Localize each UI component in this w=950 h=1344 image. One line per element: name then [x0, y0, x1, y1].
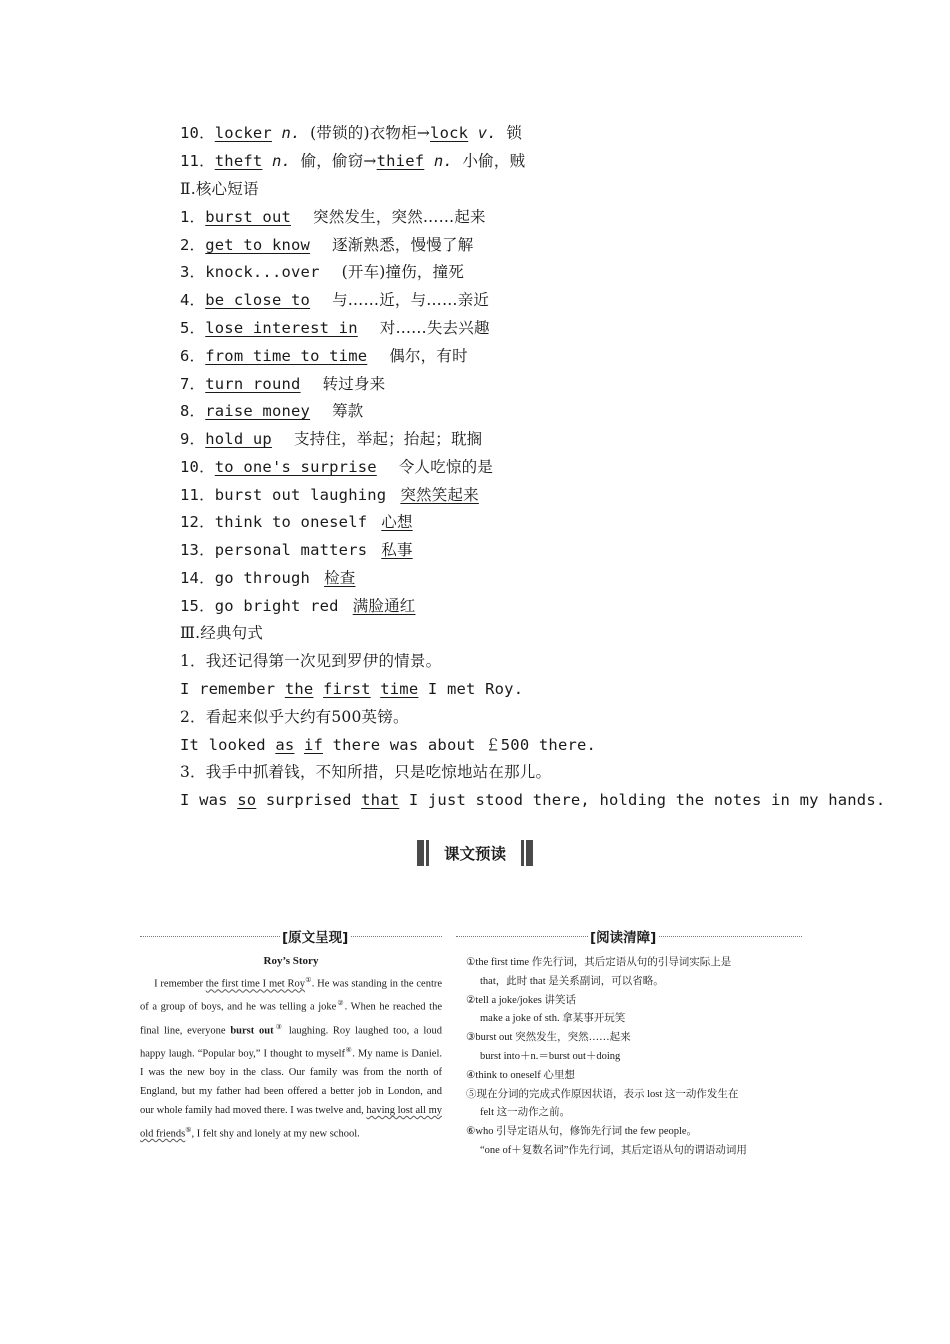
note-line: burst into＋n.＝burst out＋doing: [480, 1050, 621, 1062]
phrase-item: [180, 342, 468, 370]
sentence-2-english: It looked as if there was about ￡500 there.: [180, 736, 597, 754]
column-header-label: [原文呈现]: [280, 926, 350, 946]
item-number: 11．: [180, 152, 215, 170]
vocab-meaning: 偷，偷窃→: [300, 152, 377, 170]
phrase-item: [180, 370, 385, 398]
item-number: 10．: [180, 458, 215, 476]
sentence-2-chinese: 2．看起来似乎大约有500英镑。: [180, 708, 409, 726]
phrase-text: to one's surprise: [214, 458, 377, 476]
vocab-word: locker: [214, 124, 272, 142]
phrase-meaning: 与……近，与……亲近: [332, 291, 490, 309]
phrase-meaning: 满脸通红: [352, 597, 416, 615]
phrase-text: from time to time: [205, 347, 368, 365]
phrase-meaning: (开车)撞伤，撞死: [341, 263, 465, 281]
note-line: ①the first time 作先行词，其后定语从句的引导词实际上是: [466, 957, 732, 968]
phrase-text: be close to: [205, 291, 311, 309]
story-paragraph: I remember the first time I met Roy①. He was standing in the centre of a group of boys, and he was telling a joke②. When he reached the final line, everyone burst out③ laughing. Roy laughed too, a loud happy laugh. “Popular boy,” I thought to myself④. My name is Daniel. I was the new boy in the class. Our family was from the north of England, but my father had been offered a better job in London, and our whole family had moved there. I was twelve and, having lost all my old friends⑤, I felt shy and lonely at my new school.: [140, 976, 443, 1140]
item-number: 15．: [180, 597, 215, 615]
item-number: 8．: [180, 402, 206, 420]
phrase-text: go bright red: [214, 597, 339, 615]
phrase-meaning: 突然笑起来: [400, 486, 479, 504]
phrase-item: [180, 564, 356, 592]
phrase-item: [180, 397, 364, 425]
blank-answer: as: [275, 736, 295, 754]
banner-title: 课文预读: [443, 845, 506, 863]
note-line: ②tell a joke/jokes 讲笑话: [466, 994, 577, 1006]
part-of-speech: n.: [271, 152, 292, 170]
item-number: 5．: [180, 319, 206, 337]
item-number: 11．: [180, 486, 215, 504]
item-number: 7．: [180, 375, 206, 393]
blank-answer: the: [284, 680, 314, 698]
item-number: 6．: [180, 347, 206, 365]
banner-bar-icon: [521, 840, 524, 866]
blank-answer: if: [303, 736, 324, 754]
phrase-text: think to oneself: [214, 513, 368, 531]
phrase-meaning: 支持住，举起；抬起；耽搁: [293, 430, 483, 448]
banner-bar-icon: [426, 840, 429, 866]
phrase-text: burst out: [205, 208, 292, 226]
vocab-meaning: (带锁的)衣物柜→: [310, 124, 431, 142]
note-line: felt 这一动作之前。: [480, 1107, 571, 1119]
phrase-text: raise money: [205, 402, 311, 420]
phrase-meaning: 筹款: [332, 402, 364, 420]
phrase-meaning: 心想: [381, 513, 413, 531]
phrase-text: knock...over: [205, 263, 320, 281]
reading-notes-column: [466, 926, 802, 1161]
section-heading-phrases: Ⅱ.核心短语: [180, 180, 259, 198]
phrase-meaning: 逐渐熟悉，慢慢了解: [332, 236, 474, 254]
phrase-text: burst out laughing: [214, 486, 387, 504]
item-number: 1．: [180, 208, 206, 226]
notes-list: [466, 954, 802, 1161]
phrase-meaning: 令人吃惊的是: [398, 458, 494, 476]
note-marker: ②: [336, 999, 345, 1008]
phrase-meaning: 突然发生，突然……起来: [313, 208, 486, 226]
phrase-item: [180, 286, 489, 314]
blank-answer: first: [323, 680, 371, 698]
phrase-meaning: 偶尔，有时: [389, 347, 468, 365]
vocab-derived-word: lock: [430, 124, 469, 142]
part-of-speech: n.: [281, 124, 301, 142]
item-number: 4．: [180, 291, 206, 309]
phrase-meaning: 转过身来: [322, 375, 386, 393]
annotated-phrase: having lost all my old friends: [140, 1104, 443, 1140]
phrase-text: turn round: [205, 375, 301, 393]
banner-bar-icon: [417, 840, 424, 866]
blank-answer: that: [361, 791, 400, 809]
sentence-1-english: I remember the first time I met Roy.: [180, 680, 524, 698]
phrase-text: get to know: [205, 236, 311, 254]
note-marker: ③: [273, 1022, 285, 1031]
note-line: ③burst out 突然发生，突然……起来: [466, 1032, 631, 1044]
column-header: [466, 926, 802, 946]
phrase-meaning: 私事: [381, 541, 413, 559]
blank-answer: so: [237, 791, 257, 809]
item-number: 12．: [180, 513, 215, 531]
column-header: [140, 926, 442, 946]
vocab-line-11: [180, 147, 525, 175]
annotated-phrase: the first time I met Roy: [205, 978, 306, 990]
sentence-1-chinese: 1．我还记得第一次见到罗伊的情景。: [180, 652, 442, 670]
phrase-item: [180, 231, 473, 259]
sentence-3-english: I was so surprised that I just stood there, holding the notes in my hands.: [180, 791, 886, 809]
vocab-meaning: 锁: [506, 124, 523, 142]
phrase-item: [180, 258, 464, 286]
phrase-text: personal matters: [214, 541, 368, 559]
phrase-item: [180, 203, 486, 231]
item-number: 2．: [180, 236, 206, 254]
banner-bar-icon: [526, 840, 533, 866]
vocab-line-10: [180, 119, 522, 147]
phrase-meaning: 对……失去兴趣: [379, 319, 490, 337]
vocab-word: theft: [214, 152, 263, 170]
vocab-meaning: 小偷，贼: [462, 152, 526, 170]
note-line: ④think to oneself 心里想: [466, 1069, 575, 1081]
phrase-meaning: 检查: [324, 569, 356, 587]
phrase-text: go through: [214, 569, 311, 587]
phrase-item: [180, 536, 413, 564]
blank-answer: time: [380, 680, 419, 698]
item-number: 13．: [180, 541, 215, 559]
note-marker: ①: [305, 976, 312, 984]
phrase-item: [180, 314, 490, 342]
note-line: ⑥who 引导定语从句，修饰先行词 the few people。: [466, 1126, 698, 1138]
phrase-item: [180, 481, 479, 509]
phrase-item: [180, 425, 482, 453]
note-line: make a joke of sth. 拿某事开玩笑: [480, 1013, 626, 1025]
item-number: 14．: [180, 569, 215, 587]
part-of-speech: n.: [433, 152, 453, 170]
item-number: 9．: [180, 430, 206, 448]
key-phrase: burst out: [230, 1025, 274, 1037]
phrase-item: [180, 508, 413, 536]
story-title: Roy’s Story: [263, 955, 319, 967]
note-line: “one of＋复数名词”作先行词，其后定语从句的谓语动词用: [480, 1144, 747, 1156]
note-marker: ④: [345, 1045, 353, 1054]
section-banner: [0, 840, 950, 872]
note-marker: ⑤: [185, 1125, 192, 1134]
column-header-label: [阅读清障]: [588, 926, 658, 946]
phrase-item: [180, 453, 493, 481]
note-line: ⑤现在分词的完成式作原因状语，表示 lost 这一动作发生在: [466, 1088, 739, 1100]
original-text-column: [140, 926, 442, 1144]
section-heading-sentences: Ⅲ.经典句式: [180, 624, 264, 642]
note-line: that，此时 that 是关系副词，可以省略。: [480, 975, 664, 987]
part-of-speech: v.: [477, 124, 497, 142]
item-number: 3．: [180, 263, 206, 281]
item-number: 10．: [180, 124, 215, 142]
phrase-text: lose interest in: [205, 319, 358, 337]
sentence-3-chinese: 3．我手中抓着钱，不知所措，只是吃惊地站在那儿。: [180, 763, 552, 781]
phrase-text: hold up: [205, 430, 272, 448]
vocab-derived-word: thief: [376, 152, 425, 170]
phrase-item: [180, 592, 416, 620]
